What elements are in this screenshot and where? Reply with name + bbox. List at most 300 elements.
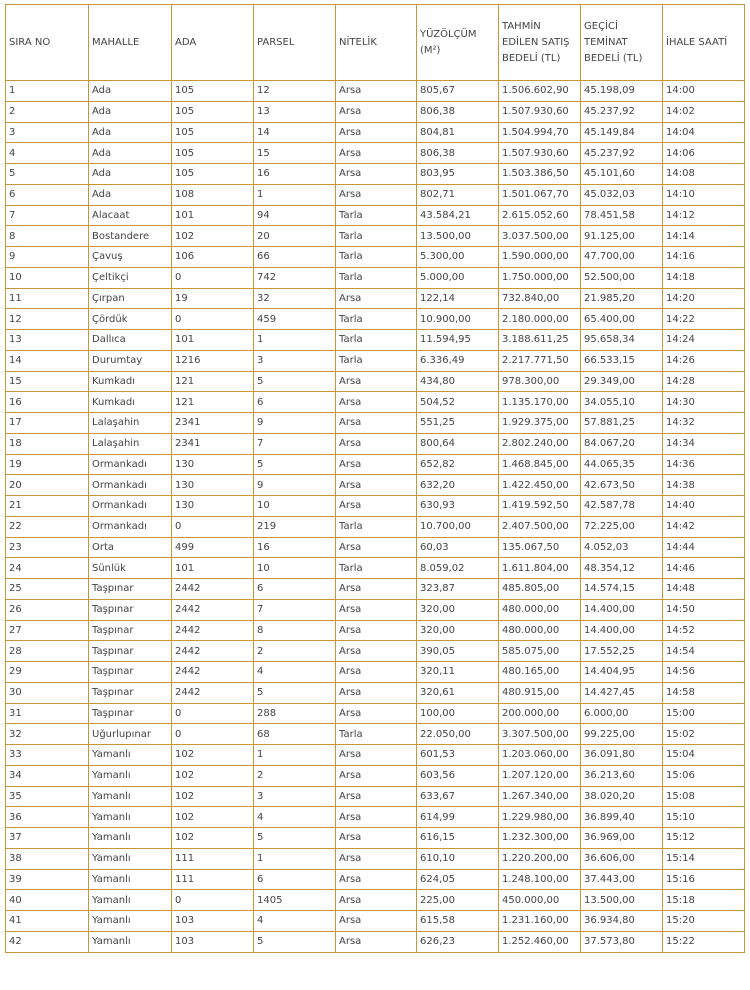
cell-tahmin-edilen-satis-bedeli: 1.507.930,60 bbox=[499, 143, 581, 164]
cell-ihale-saati: 14:50 bbox=[663, 599, 745, 620]
table-row bbox=[6, 579, 745, 600]
cell-nitelik: Arsa bbox=[336, 81, 417, 102]
cell-sira-no: 32 bbox=[6, 724, 89, 745]
table-row bbox=[6, 745, 745, 766]
cell-yuzolcum: 633,67 bbox=[417, 786, 499, 807]
cell-parsel: 68 bbox=[254, 724, 336, 745]
cell-ada: 108 bbox=[172, 184, 254, 205]
column-header-ada: ADA bbox=[172, 5, 254, 81]
cell-gecici-teminat-bedeli: 65.400,00 bbox=[581, 309, 663, 330]
table-row bbox=[6, 433, 745, 454]
cell-mahalle: Yamanlı bbox=[89, 890, 172, 911]
cell-nitelik: Arsa bbox=[336, 413, 417, 434]
cell-parsel: 1 bbox=[254, 745, 336, 766]
cell-gecici-teminat-bedeli: 95.658,34 bbox=[581, 330, 663, 351]
cell-ihale-saati: 15:20 bbox=[663, 911, 745, 932]
table-row bbox=[6, 413, 745, 434]
cell-tahmin-edilen-satis-bedeli: 2.802.240,00 bbox=[499, 433, 581, 454]
cell-yuzolcum: 8.059,02 bbox=[417, 558, 499, 579]
cell-sira-no: 23 bbox=[6, 537, 89, 558]
cell-nitelik: Arsa bbox=[336, 682, 417, 703]
cell-yuzolcum: 13.500,00 bbox=[417, 226, 499, 247]
cell-ada: 2442 bbox=[172, 682, 254, 703]
cell-mahalle: Taşpınar bbox=[89, 662, 172, 683]
cell-sira-no: 33 bbox=[6, 745, 89, 766]
cell-mahalle: Taşpınar bbox=[89, 641, 172, 662]
cell-gecici-teminat-bedeli: 14.400,00 bbox=[581, 599, 663, 620]
cell-nitelik: Tarla bbox=[336, 267, 417, 288]
cell-ada: 2442 bbox=[172, 662, 254, 683]
cell-sira-no: 15 bbox=[6, 371, 89, 392]
cell-gecici-teminat-bedeli: 57.881,25 bbox=[581, 413, 663, 434]
cell-sira-no: 18 bbox=[6, 433, 89, 454]
cell-parsel: 459 bbox=[254, 309, 336, 330]
cell-ihale-saati: 14:22 bbox=[663, 309, 745, 330]
cell-ada: 106 bbox=[172, 247, 254, 268]
cell-ada: 0 bbox=[172, 703, 254, 724]
cell-parsel: 16 bbox=[254, 537, 336, 558]
cell-parsel: 3 bbox=[254, 786, 336, 807]
cell-gecici-teminat-bedeli: 45.198,09 bbox=[581, 81, 663, 102]
cell-parsel: 9 bbox=[254, 413, 336, 434]
cell-sira-no: 30 bbox=[6, 682, 89, 703]
cell-mahalle: Ormankadı bbox=[89, 496, 172, 517]
column-header-parsel: PARSEL bbox=[254, 5, 336, 81]
column-header-tahmin-edilen-satis-bedeli: TAHMİN EDİLEN SATIŞ BEDELİ (TL) bbox=[499, 5, 581, 81]
cell-nitelik: Arsa bbox=[336, 662, 417, 683]
cell-mahalle: Yamanlı bbox=[89, 869, 172, 890]
cell-ada: 105 bbox=[172, 143, 254, 164]
cell-ada: 102 bbox=[172, 828, 254, 849]
cell-ihale-saati: 15:00 bbox=[663, 703, 745, 724]
table-row bbox=[6, 247, 745, 268]
cell-nitelik: Arsa bbox=[336, 745, 417, 766]
cell-gecici-teminat-bedeli: 14.574,15 bbox=[581, 579, 663, 600]
cell-nitelik: Arsa bbox=[336, 475, 417, 496]
cell-nitelik: Arsa bbox=[336, 890, 417, 911]
cell-nitelik: Arsa bbox=[336, 288, 417, 309]
cell-nitelik: Arsa bbox=[336, 786, 417, 807]
cell-nitelik: Arsa bbox=[336, 641, 417, 662]
cell-mahalle: Çeltikçi bbox=[89, 267, 172, 288]
cell-mahalle: Dallıca bbox=[89, 330, 172, 351]
cell-sira-no: 20 bbox=[6, 475, 89, 496]
cell-parsel: 8 bbox=[254, 620, 336, 641]
cell-parsel: 1 bbox=[254, 184, 336, 205]
cell-gecici-teminat-bedeli: 36.213,60 bbox=[581, 765, 663, 786]
cell-gecici-teminat-bedeli: 36.606,00 bbox=[581, 848, 663, 869]
cell-mahalle: Ada bbox=[89, 81, 172, 102]
table-row bbox=[6, 662, 745, 683]
cell-gecici-teminat-bedeli: 66.533,15 bbox=[581, 350, 663, 371]
cell-ihale-saati: 14:42 bbox=[663, 516, 745, 537]
table-row bbox=[6, 765, 745, 786]
cell-parsel: 1 bbox=[254, 848, 336, 869]
table-row bbox=[6, 330, 745, 351]
cell-gecici-teminat-bedeli: 14.427,45 bbox=[581, 682, 663, 703]
cell-ihale-saati: 14:52 bbox=[663, 620, 745, 641]
cell-ihale-saati: 14:32 bbox=[663, 413, 745, 434]
cell-mahalle: Çırpan bbox=[89, 288, 172, 309]
cell-gecici-teminat-bedeli: 36.899,40 bbox=[581, 807, 663, 828]
cell-ada: 2442 bbox=[172, 641, 254, 662]
cell-parsel: 32 bbox=[254, 288, 336, 309]
cell-ada: 0 bbox=[172, 309, 254, 330]
cell-gecici-teminat-bedeli: 45.149,84 bbox=[581, 122, 663, 143]
cell-parsel: 12 bbox=[254, 81, 336, 102]
table-row bbox=[6, 724, 745, 745]
cell-yuzolcum: 626,23 bbox=[417, 931, 499, 952]
cell-ada: 130 bbox=[172, 475, 254, 496]
cell-sira-no: 27 bbox=[6, 620, 89, 641]
table-row bbox=[6, 164, 745, 185]
cell-sira-no: 6 bbox=[6, 184, 89, 205]
cell-yuzolcum: 100,00 bbox=[417, 703, 499, 724]
cell-tahmin-edilen-satis-bedeli: 3.037.500,00 bbox=[499, 226, 581, 247]
cell-ada: 103 bbox=[172, 931, 254, 952]
cell-ada: 102 bbox=[172, 226, 254, 247]
cell-mahalle: Alacaat bbox=[89, 205, 172, 226]
cell-sira-no: 10 bbox=[6, 267, 89, 288]
cell-ada: 101 bbox=[172, 558, 254, 579]
cell-mahalle: Çördük bbox=[89, 309, 172, 330]
cell-ihale-saati: 14:44 bbox=[663, 537, 745, 558]
cell-ada: 499 bbox=[172, 537, 254, 558]
cell-mahalle: Taşpınar bbox=[89, 703, 172, 724]
cell-gecici-teminat-bedeli: 14.400,00 bbox=[581, 620, 663, 641]
cell-ada: 0 bbox=[172, 516, 254, 537]
cell-gecici-teminat-bedeli: 45.237,92 bbox=[581, 143, 663, 164]
cell-gecici-teminat-bedeli: 6.000,00 bbox=[581, 703, 663, 724]
cell-parsel: 1 bbox=[254, 330, 336, 351]
cell-yuzolcum: 390,05 bbox=[417, 641, 499, 662]
cell-tahmin-edilen-satis-bedeli: 1.503.386,50 bbox=[499, 164, 581, 185]
table-row bbox=[6, 267, 745, 288]
cell-nitelik: Arsa bbox=[336, 931, 417, 952]
cell-ada: 2341 bbox=[172, 433, 254, 454]
cell-tahmin-edilen-satis-bedeli: 1.590.000,00 bbox=[499, 247, 581, 268]
cell-sira-no: 25 bbox=[6, 579, 89, 600]
cell-sira-no: 13 bbox=[6, 330, 89, 351]
cell-sira-no: 29 bbox=[6, 662, 89, 683]
cell-tahmin-edilen-satis-bedeli: 200.000,00 bbox=[499, 703, 581, 724]
table-row bbox=[6, 558, 745, 579]
cell-tahmin-edilen-satis-bedeli: 1.419.592,50 bbox=[499, 496, 581, 517]
header-row bbox=[6, 5, 745, 81]
cell-ihale-saati: 14:16 bbox=[663, 247, 745, 268]
cell-nitelik: Arsa bbox=[336, 164, 417, 185]
cell-gecici-teminat-bedeli: 45.237,92 bbox=[581, 101, 663, 122]
cell-yuzolcum: 225,00 bbox=[417, 890, 499, 911]
cell-ihale-saati: 14:58 bbox=[663, 682, 745, 703]
cell-ada: 2442 bbox=[172, 579, 254, 600]
cell-nitelik: Arsa bbox=[336, 599, 417, 620]
table-row bbox=[6, 620, 745, 641]
cell-yuzolcum: 800,64 bbox=[417, 433, 499, 454]
table-row bbox=[6, 101, 745, 122]
cell-ada: 19 bbox=[172, 288, 254, 309]
cell-ihale-saati: 15:04 bbox=[663, 745, 745, 766]
cell-nitelik: Arsa bbox=[336, 848, 417, 869]
cell-nitelik: Tarla bbox=[336, 558, 417, 579]
cell-gecici-teminat-bedeli: 38.020,20 bbox=[581, 786, 663, 807]
cell-sira-no: 17 bbox=[6, 413, 89, 434]
cell-tahmin-edilen-satis-bedeli: 480.000,00 bbox=[499, 599, 581, 620]
cell-parsel: 6 bbox=[254, 869, 336, 890]
cell-sira-no: 39 bbox=[6, 869, 89, 890]
cell-ada: 102 bbox=[172, 786, 254, 807]
cell-sira-no: 2 bbox=[6, 101, 89, 122]
cell-ihale-saati: 14:34 bbox=[663, 433, 745, 454]
cell-parsel: 5 bbox=[254, 931, 336, 952]
cell-parsel: 66 bbox=[254, 247, 336, 268]
cell-ada: 102 bbox=[172, 807, 254, 828]
cell-ihale-saati: 15:02 bbox=[663, 724, 745, 745]
cell-sira-no: 26 bbox=[6, 599, 89, 620]
cell-yuzolcum: 60,03 bbox=[417, 537, 499, 558]
cell-tahmin-edilen-satis-bedeli: 732.840,00 bbox=[499, 288, 581, 309]
cell-gecici-teminat-bedeli: 52.500,00 bbox=[581, 267, 663, 288]
cell-sira-no: 37 bbox=[6, 828, 89, 849]
cell-ada: 111 bbox=[172, 848, 254, 869]
cell-mahalle: Durumtay bbox=[89, 350, 172, 371]
table-row bbox=[6, 288, 745, 309]
cell-yuzolcum: 630,93 bbox=[417, 496, 499, 517]
cell-ihale-saati: 14:02 bbox=[663, 101, 745, 122]
cell-tahmin-edilen-satis-bedeli: 978.300,00 bbox=[499, 371, 581, 392]
cell-ihale-saati: 14:14 bbox=[663, 226, 745, 247]
cell-ihale-saati: 14:38 bbox=[663, 475, 745, 496]
cell-nitelik: Tarla bbox=[336, 226, 417, 247]
cell-parsel: 5 bbox=[254, 371, 336, 392]
cell-mahalle: Kumkadı bbox=[89, 392, 172, 413]
cell-parsel: 288 bbox=[254, 703, 336, 724]
cell-ada: 105 bbox=[172, 81, 254, 102]
cell-ihale-saati: 15:12 bbox=[663, 828, 745, 849]
cell-ada: 105 bbox=[172, 122, 254, 143]
cell-gecici-teminat-bedeli: 99.225,00 bbox=[581, 724, 663, 745]
cell-ihale-saati: 14:26 bbox=[663, 350, 745, 371]
cell-mahalle: Çavuş bbox=[89, 247, 172, 268]
cell-tahmin-edilen-satis-bedeli: 1.501.067,70 bbox=[499, 184, 581, 205]
cell-ada: 0 bbox=[172, 267, 254, 288]
cell-mahalle: Ada bbox=[89, 164, 172, 185]
cell-yuzolcum: 615,58 bbox=[417, 911, 499, 932]
cell-mahalle: Yamanlı bbox=[89, 786, 172, 807]
column-header-nitelik: NİTELİK bbox=[336, 5, 417, 81]
cell-parsel: 4 bbox=[254, 662, 336, 683]
cell-parsel: 3 bbox=[254, 350, 336, 371]
cell-sira-no: 28 bbox=[6, 641, 89, 662]
table-row bbox=[6, 682, 745, 703]
cell-tahmin-edilen-satis-bedeli: 135.067,50 bbox=[499, 537, 581, 558]
cell-parsel: 5 bbox=[254, 682, 336, 703]
table-row bbox=[6, 309, 745, 330]
cell-gecici-teminat-bedeli: 42.673,50 bbox=[581, 475, 663, 496]
cell-ihale-saati: 15:08 bbox=[663, 786, 745, 807]
cell-gecici-teminat-bedeli: 45.032,03 bbox=[581, 184, 663, 205]
cell-gecici-teminat-bedeli: 45.101,60 bbox=[581, 164, 663, 185]
cell-yuzolcum: 616,15 bbox=[417, 828, 499, 849]
cell-parsel: 2 bbox=[254, 765, 336, 786]
cell-tahmin-edilen-satis-bedeli: 1.207.120,00 bbox=[499, 765, 581, 786]
cell-sira-no: 9 bbox=[6, 247, 89, 268]
table-row bbox=[6, 371, 745, 392]
cell-ihale-saati: 15:06 bbox=[663, 765, 745, 786]
cell-mahalle: Taşpınar bbox=[89, 682, 172, 703]
cell-ada: 0 bbox=[172, 890, 254, 911]
cell-sira-no: 42 bbox=[6, 931, 89, 952]
cell-ihale-saati: 14:18 bbox=[663, 267, 745, 288]
cell-yuzolcum: 805,67 bbox=[417, 81, 499, 102]
cell-ada: 102 bbox=[172, 745, 254, 766]
cell-gecici-teminat-bedeli: 37.443,00 bbox=[581, 869, 663, 890]
table-row bbox=[6, 537, 745, 558]
cell-yuzolcum: 804,81 bbox=[417, 122, 499, 143]
cell-mahalle: Ada bbox=[89, 122, 172, 143]
cell-tahmin-edilen-satis-bedeli: 3.307.500,00 bbox=[499, 724, 581, 745]
cell-tahmin-edilen-satis-bedeli: 480.165,00 bbox=[499, 662, 581, 683]
cell-yuzolcum: 803,95 bbox=[417, 164, 499, 185]
cell-yuzolcum: 610,10 bbox=[417, 848, 499, 869]
cell-ihale-saati: 14:06 bbox=[663, 143, 745, 164]
cell-tahmin-edilen-satis-bedeli: 1.422.450,00 bbox=[499, 475, 581, 496]
cell-mahalle: Ormankadı bbox=[89, 475, 172, 496]
table-row bbox=[6, 641, 745, 662]
cell-nitelik: Arsa bbox=[336, 184, 417, 205]
table-row bbox=[6, 931, 745, 952]
cell-gecici-teminat-bedeli: 14.404,95 bbox=[581, 662, 663, 683]
cell-ada: 2442 bbox=[172, 620, 254, 641]
cell-gecici-teminat-bedeli: 37.573,80 bbox=[581, 931, 663, 952]
table-row bbox=[6, 848, 745, 869]
cell-parsel: 14 bbox=[254, 122, 336, 143]
cell-sira-no: 21 bbox=[6, 496, 89, 517]
cell-nitelik: Arsa bbox=[336, 143, 417, 164]
cell-ada: 121 bbox=[172, 371, 254, 392]
cell-gecici-teminat-bedeli: 47.700,00 bbox=[581, 247, 663, 268]
table-row bbox=[6, 475, 745, 496]
column-header-gecici-teminat-bedeli: GEÇİCİ TEMİNAT BEDELİ (TL) bbox=[581, 5, 663, 81]
cell-tahmin-edilen-satis-bedeli: 1.468.845,00 bbox=[499, 454, 581, 475]
cell-sira-no: 31 bbox=[6, 703, 89, 724]
cell-ihale-saati: 14:48 bbox=[663, 579, 745, 600]
cell-ihale-saati: 14:56 bbox=[663, 662, 745, 683]
cell-nitelik: Arsa bbox=[336, 765, 417, 786]
cell-tahmin-edilen-satis-bedeli: 1.203.060,00 bbox=[499, 745, 581, 766]
cell-nitelik: Arsa bbox=[336, 620, 417, 641]
cell-nitelik: Arsa bbox=[336, 828, 417, 849]
table-row bbox=[6, 869, 745, 890]
cell-nitelik: Tarla bbox=[336, 350, 417, 371]
table-row bbox=[6, 81, 745, 102]
cell-yuzolcum: 652,82 bbox=[417, 454, 499, 475]
cell-mahalle: Ormankadı bbox=[89, 454, 172, 475]
cell-parsel: 94 bbox=[254, 205, 336, 226]
table-row bbox=[6, 454, 745, 475]
cell-yuzolcum: 806,38 bbox=[417, 101, 499, 122]
cell-yuzolcum: 43.584,21 bbox=[417, 205, 499, 226]
cell-mahalle: Yamanlı bbox=[89, 828, 172, 849]
cell-ihale-saati: 14:20 bbox=[663, 288, 745, 309]
cell-nitelik: Arsa bbox=[336, 496, 417, 517]
cell-parsel: 7 bbox=[254, 433, 336, 454]
cell-yuzolcum: 5.000,00 bbox=[417, 267, 499, 288]
cell-ihale-saati: 14:24 bbox=[663, 330, 745, 351]
cell-tahmin-edilen-satis-bedeli: 1.504.994,70 bbox=[499, 122, 581, 143]
cell-gecici-teminat-bedeli: 21.985,20 bbox=[581, 288, 663, 309]
cell-yuzolcum: 624,05 bbox=[417, 869, 499, 890]
cell-sira-no: 35 bbox=[6, 786, 89, 807]
cell-sira-no: 3 bbox=[6, 122, 89, 143]
cell-tahmin-edilen-satis-bedeli: 480.000,00 bbox=[499, 620, 581, 641]
cell-nitelik: Tarla bbox=[336, 309, 417, 330]
cell-gecici-teminat-bedeli: 36.091,80 bbox=[581, 745, 663, 766]
cell-ada: 105 bbox=[172, 101, 254, 122]
cell-mahalle: Ada bbox=[89, 184, 172, 205]
cell-yuzolcum: 551,25 bbox=[417, 413, 499, 434]
cell-tahmin-edilen-satis-bedeli: 1.267.340,00 bbox=[499, 786, 581, 807]
cell-nitelik: Tarla bbox=[336, 516, 417, 537]
table-row bbox=[6, 184, 745, 205]
cell-ada: 105 bbox=[172, 164, 254, 185]
cell-sira-no: 4 bbox=[6, 143, 89, 164]
cell-nitelik: Arsa bbox=[336, 122, 417, 143]
cell-yuzolcum: 320,00 bbox=[417, 599, 499, 620]
cell-parsel: 9 bbox=[254, 475, 336, 496]
cell-mahalle: Yamanlı bbox=[89, 848, 172, 869]
table-row bbox=[6, 392, 745, 413]
column-header-ihale-saati: İHALE SAATİ bbox=[663, 5, 745, 81]
table-row bbox=[6, 205, 745, 226]
cell-mahalle: Yamanlı bbox=[89, 745, 172, 766]
cell-nitelik: Tarla bbox=[336, 724, 417, 745]
cell-gecici-teminat-bedeli: 84.067,20 bbox=[581, 433, 663, 454]
cell-tahmin-edilen-satis-bedeli: 3.188.611,25 bbox=[499, 330, 581, 351]
cell-tahmin-edilen-satis-bedeli: 2.615.052,60 bbox=[499, 205, 581, 226]
cell-parsel: 1405 bbox=[254, 890, 336, 911]
cell-tahmin-edilen-satis-bedeli: 485.805,00 bbox=[499, 579, 581, 600]
cell-nitelik: Arsa bbox=[336, 579, 417, 600]
table-row bbox=[6, 599, 745, 620]
cell-mahalle: Yamanlı bbox=[89, 807, 172, 828]
cell-sira-no: 36 bbox=[6, 807, 89, 828]
cell-ihale-saati: 14:36 bbox=[663, 454, 745, 475]
cell-yuzolcum: 601,53 bbox=[417, 745, 499, 766]
cell-mahalle: Ada bbox=[89, 143, 172, 164]
cell-sira-no: 11 bbox=[6, 288, 89, 309]
table-row bbox=[6, 516, 745, 537]
cell-gecici-teminat-bedeli: 91.125,00 bbox=[581, 226, 663, 247]
cell-parsel: 7 bbox=[254, 599, 336, 620]
table-row bbox=[6, 226, 745, 247]
cell-yuzolcum: 6.336,49 bbox=[417, 350, 499, 371]
cell-tahmin-edilen-satis-bedeli: 1.232.300,00 bbox=[499, 828, 581, 849]
cell-ada: 101 bbox=[172, 205, 254, 226]
cell-ihale-saati: 14:12 bbox=[663, 205, 745, 226]
cell-ihale-saati: 15:16 bbox=[663, 869, 745, 890]
cell-yuzolcum: 504,52 bbox=[417, 392, 499, 413]
cell-sira-no: 5 bbox=[6, 164, 89, 185]
cell-nitelik: Arsa bbox=[336, 433, 417, 454]
cell-yuzolcum: 5.300,00 bbox=[417, 247, 499, 268]
cell-nitelik: Arsa bbox=[336, 807, 417, 828]
column-header-yuzolcum: YÜZÖLÇÜM (M²) bbox=[417, 5, 499, 81]
cell-ada: 121 bbox=[172, 392, 254, 413]
cell-mahalle: Yamanlı bbox=[89, 765, 172, 786]
cell-ihale-saati: 15:22 bbox=[663, 931, 745, 952]
cell-parsel: 219 bbox=[254, 516, 336, 537]
